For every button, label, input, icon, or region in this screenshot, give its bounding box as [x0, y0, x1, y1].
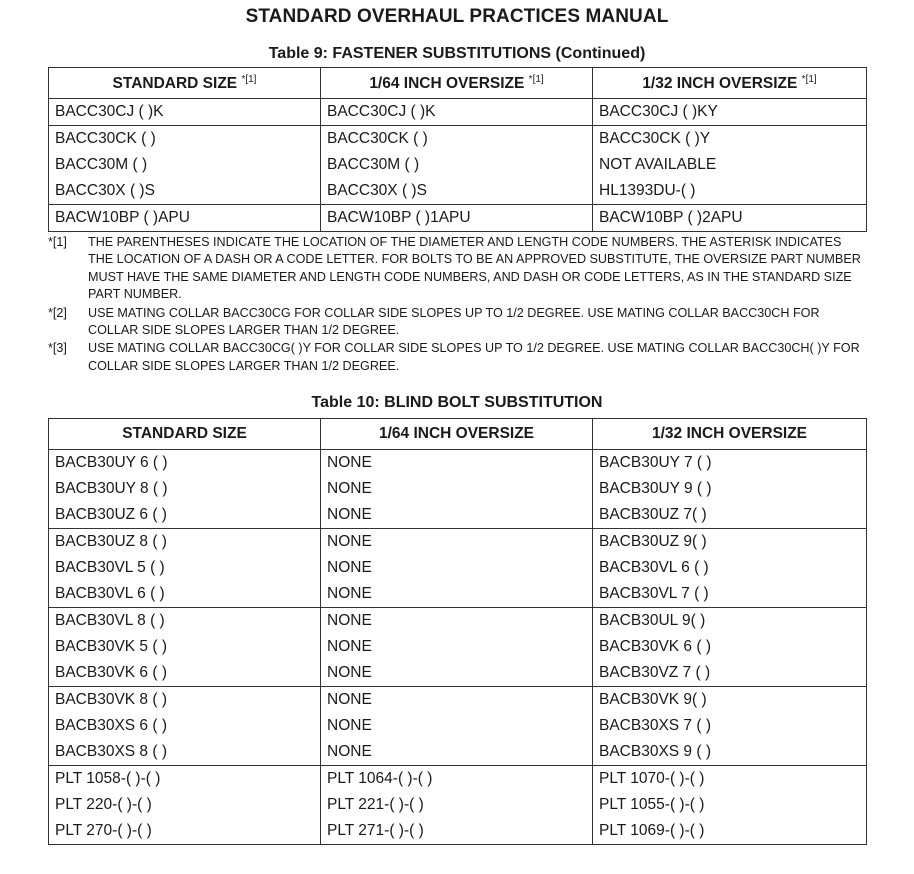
table-row	[49, 634, 867, 660]
table-cell: BACB30VK 9( )	[593, 687, 867, 714]
table-cell: BACW10BP ( )2APU	[593, 205, 867, 232]
table-cell: BACB30VL 5 ( )	[49, 555, 321, 581]
table-row	[49, 608, 867, 635]
column-header: 1/32 INCH OVERSIZE $^{*[1]}$	[593, 68, 867, 99]
table-cell: NONE	[321, 660, 593, 687]
table-cell: BACC30X ( )S	[49, 178, 321, 205]
table-row	[49, 178, 867, 205]
table-cell: BACB30UY 6 ( )	[49, 450, 321, 477]
table-row	[49, 205, 867, 232]
table-cell: NONE	[321, 739, 593, 766]
table-cell: PLT 220-( )-( )	[49, 792, 321, 818]
table-cell: BACB30VK 6 ( )	[593, 634, 867, 660]
table-cell: BACC30CK ( )	[321, 126, 593, 153]
table-cell: BACB30UZ 7( )	[593, 502, 867, 529]
table-cell: BACB30UZ 6 ( )	[49, 502, 321, 529]
table-10-caption: Table 10: BLIND BOLT SUBSTITUTION	[311, 394, 603, 411]
table-cell: BACB30VZ 7 ( )	[593, 660, 867, 687]
table-cell: BACW10BP ( )APU	[49, 205, 321, 232]
note-text: USE MATING COLLAR BACC30CG( )Y FOR COLLAR SIDE SLOPES UP TO 1/2 DEGREE. USE MATING COLLAR BACC30CH( )Y FOR COLLAR SIDE SLOPES LARGER THAN 1/2 DEGREE.	[88, 341, 860, 373]
table-cell: BACC30M ( )	[49, 152, 321, 178]
table-cell: NONE	[321, 476, 593, 502]
table-cell: BACC30CJ ( )K	[321, 99, 593, 126]
table-row	[49, 766, 867, 793]
table-cell: BACB30VL 8 ( )	[49, 608, 321, 635]
table-row	[49, 529, 867, 556]
table-cell: BACB30UZ 9( )	[593, 529, 867, 556]
table-cell: BACC30M ( )	[321, 152, 593, 178]
note-key: *[2]	[48, 305, 67, 320]
table-row	[49, 818, 867, 845]
table-cell: NONE	[321, 713, 593, 739]
table-cell: BACB30VL 6 ( )	[49, 581, 321, 608]
table-cell: BACB30VK 8 ( )	[49, 687, 321, 714]
table-cell: NONE	[321, 502, 593, 529]
table-cell: PLT 1064-( )-( )	[321, 766, 593, 793]
table-cell: NONE	[321, 634, 593, 660]
table-cell: NONE	[321, 581, 593, 608]
note-3	[48, 340, 868, 375]
table-cell: BACB30VK 6 ( )	[49, 660, 321, 687]
table-row	[49, 502, 867, 529]
table-cell: BACB30VL 7 ( )	[593, 581, 867, 608]
table-cell: NONE	[321, 529, 593, 556]
table-row	[49, 581, 867, 608]
table-9-caption: Table 9: FASTENER SUBSTITUTIONS (Continued)	[268, 45, 646, 62]
table-cell: NONE	[321, 450, 593, 477]
table-row	[49, 126, 867, 153]
column-header: STANDARD SIZE $^{*[1]}$	[49, 68, 321, 99]
table-cell: BACC30CJ ( )KY	[593, 99, 867, 126]
table-header-row	[49, 68, 867, 99]
table-notes	[48, 234, 868, 376]
table-cell: PLT 1058-( )-( )	[49, 766, 321, 793]
table-cell: PLT 1069-( )-( )	[593, 818, 867, 845]
table-cell: NONE	[321, 555, 593, 581]
table-row	[49, 476, 867, 502]
table-row	[49, 450, 867, 477]
table-cell: BACB30UL 9( )	[593, 608, 867, 635]
table-cell: BACB30XS 7 ( )	[593, 713, 867, 739]
table-cell: BACC30CK ( )Y	[593, 126, 867, 153]
table-cell: BACB30UY 7 ( )	[593, 450, 867, 477]
table-row	[49, 555, 867, 581]
column-header: 1/32 INCH OVERSIZE	[593, 419, 867, 450]
table-cell: NOT AVAILABLE	[593, 152, 867, 178]
table-row	[49, 739, 867, 766]
table-cell: BACC30CK ( )	[49, 126, 321, 153]
note-2	[48, 305, 868, 340]
table-cell: PLT 270-( )-( )	[49, 818, 321, 845]
table-row	[49, 687, 867, 714]
note-key: *[3]	[48, 341, 67, 356]
table-row	[49, 99, 867, 126]
table-cell: PLT 1055-( )-( )	[593, 792, 867, 818]
fastener-substitutions-table	[48, 67, 867, 232]
note-text: THE PARENTHESES INDICATE THE LOCATION OF THE DIAMETER AND LENGTH CODE NUMBERS. THE ASTERISK INDICATES THE LOCATION OF A DASH OR A CODE LETTER. FOR BOLTS TO BE AN APPROVED SUBSTITUTE, THE OVERSIZE PART NUMBER MUST HAVE THE SAME DIAMETER AND LENGTH CODE NUMBERS, AND DASH OR CODE LETTERS, AS IN THE STANDARD SIZE PART NUMBER.	[88, 235, 861, 302]
table-cell: BACB30XS 6 ( )	[49, 713, 321, 739]
note-key: *[1]	[48, 235, 67, 249]
blind-bolt-substitution-table	[48, 418, 867, 845]
table-row	[49, 713, 867, 739]
table-cell: BACB30UY 9 ( )	[593, 476, 867, 502]
table-header-row	[49, 419, 867, 450]
note-1	[48, 234, 868, 304]
table-cell: BACB30XS 8 ( )	[49, 739, 321, 766]
column-header: 1/64 INCH OVERSIZE $^{*[1]}$	[321, 68, 593, 99]
table-cell: BACB30UZ 8 ( )	[49, 529, 321, 556]
table-cell: BACW10BP ( )1APU	[321, 205, 593, 232]
page-title: STANDARD OVERHAUL PRACTICES MANUAL	[245, 6, 669, 27]
table-row	[49, 152, 867, 178]
column-header: 1/64 INCH OVERSIZE	[321, 419, 593, 450]
table-row	[49, 792, 867, 818]
table-cell: NONE	[321, 608, 593, 635]
table-cell: PLT 221-( )-( )	[321, 792, 593, 818]
table-row	[49, 660, 867, 687]
note-text: USE MATING COLLAR BACC30CG FOR COLLAR SIDE SLOPES UP TO 1/2 DEGREE. USE MATING COLLAR BACC30CH FOR COLLAR SIDE SLOPES LARGER THAN 1/2 DEGREE.	[88, 305, 820, 338]
column-header: STANDARD SIZE	[49, 419, 321, 450]
table-cell: BACB30UY 8 ( )	[49, 476, 321, 502]
table-cell: HL1393DU-( )	[593, 178, 867, 205]
table-cell: BACC30X ( )S	[321, 178, 593, 205]
table-cell: PLT 271-( )-( )	[321, 818, 593, 845]
table-cell: PLT 1070-( )-( )	[593, 766, 867, 793]
table-cell: BACB30VK 5 ( )	[49, 634, 321, 660]
table-cell: BACB30VL 6 ( )	[593, 555, 867, 581]
table-cell: BACB30XS 9 ( )	[593, 739, 867, 766]
table-cell: NONE	[321, 687, 593, 714]
table-cell: BACC30CJ ( )K	[49, 99, 321, 126]
